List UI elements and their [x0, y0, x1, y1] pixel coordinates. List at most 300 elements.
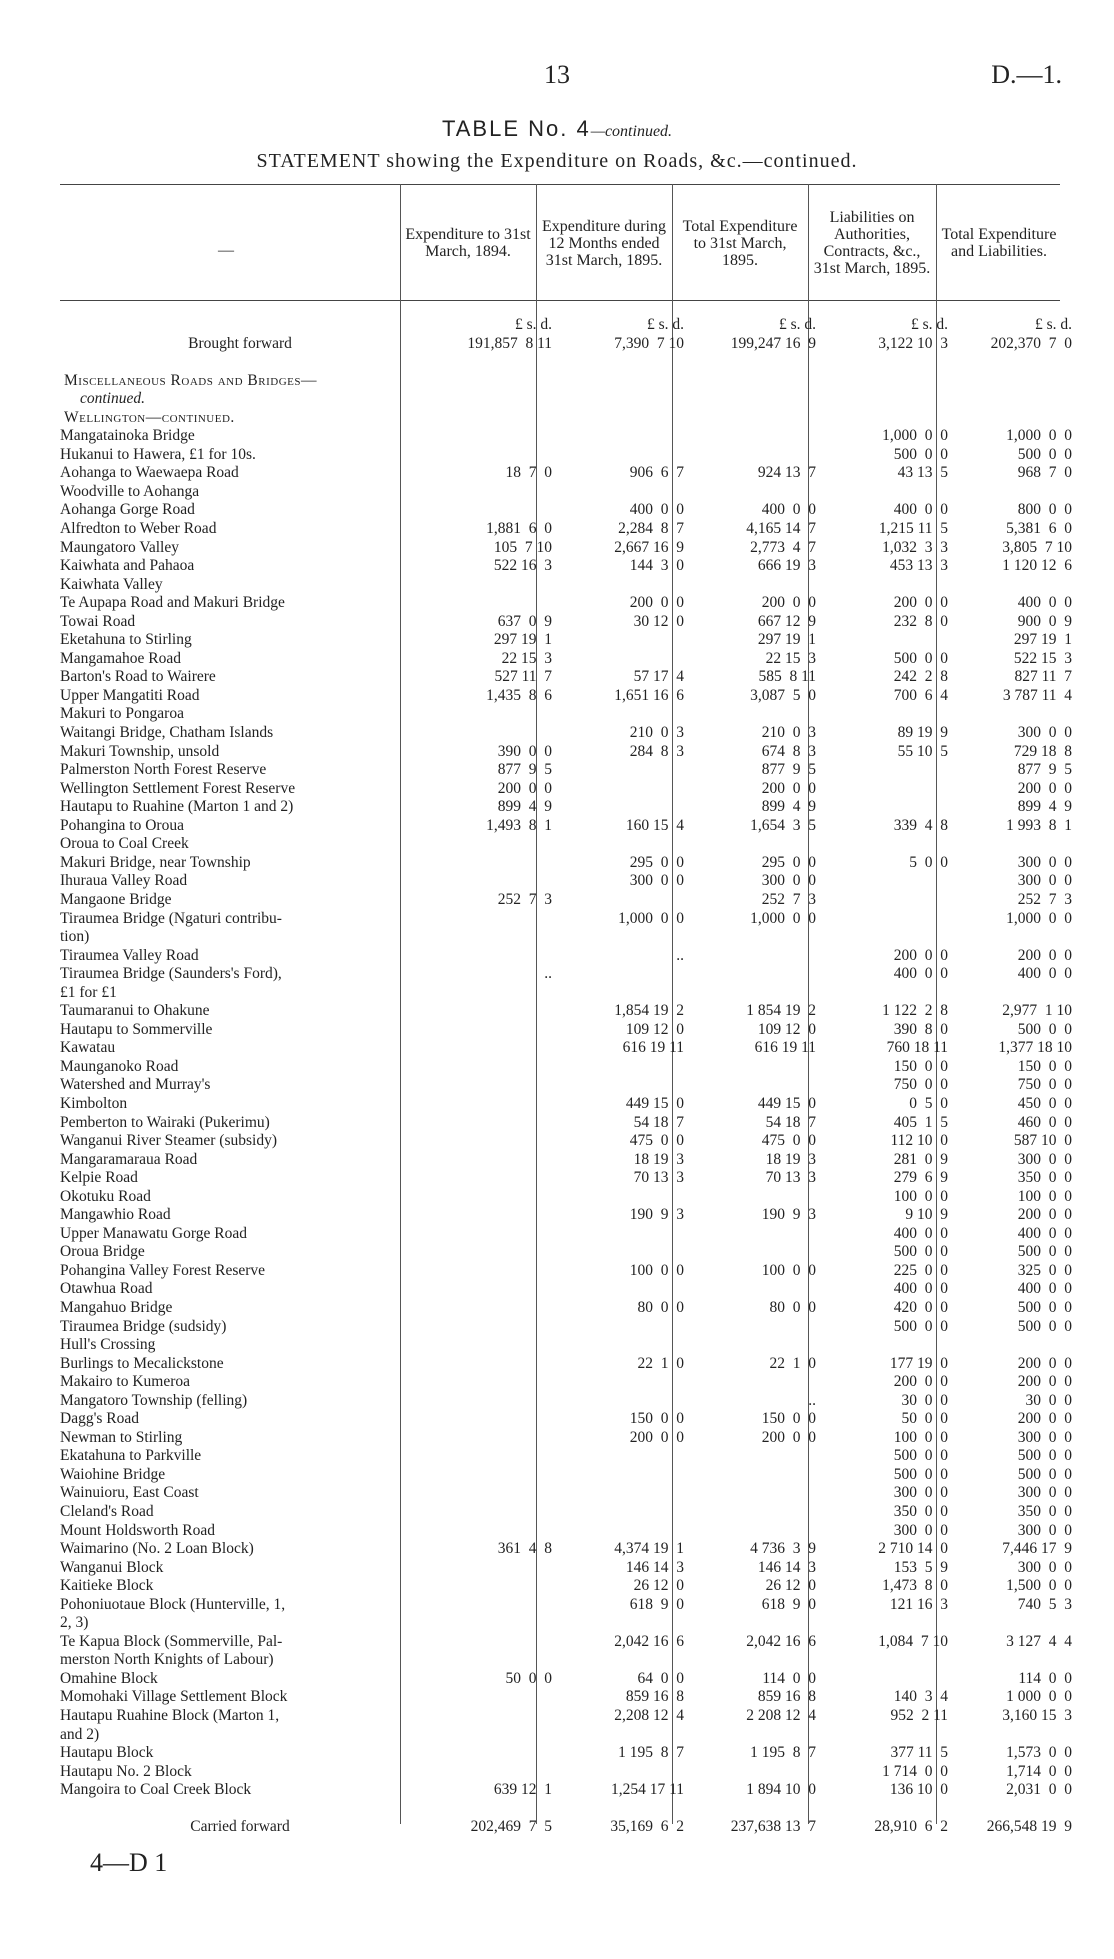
table-row: [60, 1188, 1072, 1207]
row-label: Mangawhio Road: [60, 1206, 171, 1224]
amount-cell: [552, 1651, 684, 1670]
row-label: Wanganui Block: [60, 1558, 164, 1576]
amount-cell: [420, 1021, 552, 1040]
amount-cell: [420, 1355, 552, 1374]
amount-cell: 2,773 4 7: [750, 538, 816, 556]
table-row: [60, 613, 1072, 632]
amount-cell: [684, 1225, 816, 1244]
amount-cell: 35,169 6 2: [610, 1818, 684, 1836]
amount-cell: 325 0 0: [1017, 1261, 1072, 1279]
row-label: Pohangina Valley Forest Reserve: [60, 1261, 266, 1279]
table-row: [60, 1132, 1072, 1151]
amount-cell: [552, 1447, 684, 1466]
amount-cell: 200 0 0: [893, 594, 948, 612]
table-row: [60, 817, 1072, 836]
amount-cell: 400 0 0: [1017, 1224, 1072, 1242]
units-label: £ s. d.: [778, 316, 816, 333]
amount-cell: [420, 1151, 552, 1170]
amount-cell: [684, 1763, 816, 1782]
amount-cell: [420, 1132, 552, 1151]
table-row: [60, 1410, 1072, 1429]
row-label: Newman to Stirling: [60, 1428, 183, 1446]
amount-cell: 210 0 3: [629, 724, 684, 742]
amount-cell: [420, 390, 552, 409]
amount-cell: 22 1 0: [769, 1354, 816, 1372]
amount-cell: [420, 1707, 552, 1726]
amount-cell: 500 0 0: [1017, 1020, 1072, 1038]
table-row: [60, 1058, 1072, 1077]
amount-cell: 952 2 11: [890, 1707, 948, 1725]
table-row: [60, 1800, 1072, 1819]
amount-cell: [684, 947, 816, 966]
amount-cell: 827 11 7: [1014, 668, 1072, 686]
amount-cell: 200 0 0: [629, 1428, 684, 1446]
amount-cell: 390 0 0: [497, 742, 552, 760]
table-row: [60, 743, 1072, 762]
amount-cell: 100 0 0: [629, 1261, 684, 1279]
amount-cell: [420, 594, 552, 613]
row-label: Mangaone Bridge: [60, 890, 172, 908]
amount-cell: [948, 1651, 1072, 1670]
amount-cell: [552, 576, 684, 595]
amount-cell: 361 4 8: [497, 1540, 552, 1558]
table-row: [60, 1503, 1072, 1522]
amount-cell: 400 0 0: [893, 1224, 948, 1242]
amount-cell: 500 0 0: [893, 1447, 948, 1465]
row-label: Momohaki Village Settlement Block: [60, 1688, 288, 1706]
amount-cell: [552, 798, 684, 817]
row-label: Brought forward: [188, 334, 292, 352]
row-label: Tiraumea Bridge (Ngaturi contribu-: [60, 909, 282, 927]
amount-cell: 350 0 0: [1017, 1169, 1072, 1187]
table-row: [60, 1744, 1072, 1763]
table-row: [60, 910, 1072, 929]
amount-cell: [948, 372, 1072, 391]
amount-cell: 190 9 3: [761, 1206, 816, 1224]
amount-cell: [552, 1373, 684, 1392]
table-title-main: TABLE No. 4: [441, 116, 591, 141]
table-row: [60, 705, 1072, 724]
amount-cell: 350 0 0: [1017, 1503, 1072, 1520]
amount-cell: [420, 1800, 552, 1819]
amount-cell: 210 0 3: [761, 724, 816, 742]
row-label: merston North Knights of Labour): [60, 1651, 274, 1669]
amount-cell: 150 0 0: [629, 1410, 684, 1428]
amount-cell: 405 1 5: [893, 1113, 948, 1131]
table-row: [60, 1707, 1072, 1726]
amount-cell: [420, 446, 552, 465]
amount-cell: [420, 576, 552, 595]
row-label: Miscellaneous Roads and Bridges—: [64, 371, 317, 389]
amount-cell: 202,370 7 0: [990, 334, 1072, 352]
row-label: Mangahuo Bridge: [60, 1298, 173, 1316]
header-exp-12-months: Expenditure during 12 Months ended 31st March, 1895.: [542, 217, 666, 269]
expenditure-table: [60, 316, 1072, 1837]
amount-cell: 1,473 8 0: [882, 1577, 948, 1595]
amount-cell: 2,977 1 10: [1002, 1002, 1072, 1020]
amount-cell: 64 0 0: [637, 1669, 684, 1687]
row-label: Makuri Bridge, near Township: [60, 853, 251, 871]
amount-cell: 1,000 0 0: [1006, 909, 1072, 927]
table-row: [60, 668, 1072, 687]
amount-cell: 26 12 0: [765, 1577, 816, 1595]
amount-cell: 2 208 12 4: [746, 1707, 816, 1725]
amount-cell: [684, 928, 816, 947]
amount-cell: 7,446 17 9: [1002, 1540, 1072, 1558]
amount-cell: [948, 483, 1072, 502]
table-row: [60, 650, 1072, 669]
table-row: [60, 965, 1072, 984]
row-label: Ekatahuna to Parkville: [60, 1447, 202, 1465]
header-total-exp-1895: Total Expenditure to 31st March, 1895.: [682, 217, 798, 269]
row-label: Dagg's Road: [60, 1410, 139, 1428]
amount-cell: [420, 1392, 552, 1411]
amount-cell: [948, 705, 1072, 724]
amount-cell: 18 19 3: [633, 1150, 684, 1168]
table-row: [60, 557, 1072, 576]
amount-cell: [684, 1058, 816, 1077]
amount-cell: 924 13 7: [757, 464, 816, 482]
row-label: Upper Mangatiti Road: [60, 686, 200, 704]
row-label: Oroua Bridge: [60, 1243, 145, 1261]
amount-cell: 3,122 10 3: [878, 334, 948, 352]
amount-cell: 900 0 9: [1017, 612, 1072, 630]
amount-cell: 200 0 0: [1017, 1410, 1072, 1428]
amount-cell: 150 0 0: [1017, 1057, 1072, 1075]
amount-cell: [816, 798, 948, 817]
amount-cell: [552, 1726, 684, 1745]
amount-cell: 1 122 2 8: [882, 1002, 948, 1020]
amount-cell: [552, 965, 684, 984]
expenditure-table-body: [60, 316, 1072, 1837]
row-label: Barton's Road to Wairere: [60, 668, 216, 686]
amount-cell: [420, 1688, 552, 1707]
row-label: Towai Road: [60, 612, 136, 630]
amount-cell: [816, 1726, 948, 1745]
amount-cell: [552, 1280, 684, 1299]
table-row: [60, 835, 1072, 854]
amount-cell: 522 16 3: [493, 557, 552, 575]
table-title-suffix: —continued.: [590, 123, 673, 140]
amount-cell: 300 0 0: [1017, 724, 1072, 742]
amount-cell: 200 0 0: [893, 1373, 948, 1391]
amount-cell: 2,667 16 9: [614, 538, 684, 556]
amount-cell: 297 19 1: [757, 631, 816, 649]
amount-cell: [816, 761, 948, 780]
table-row: [60, 928, 1072, 947]
table-row: [60, 539, 1072, 558]
amount-cell: [420, 1577, 552, 1596]
document-reference: D.—1.: [991, 60, 1062, 89]
amount-cell: [948, 1800, 1072, 1819]
amount-cell: [816, 1614, 948, 1633]
amount-cell: 144 3 0: [629, 557, 684, 575]
amount-cell: [552, 1522, 684, 1541]
row-label: Hull's Crossing: [60, 1336, 156, 1354]
amount-cell: 237,638 13 7: [730, 1818, 816, 1836]
amount-cell: 587 10 0: [1013, 1132, 1072, 1150]
amount-cell: 70 13 3: [765, 1169, 816, 1187]
amount-cell: 899 4 9: [1017, 798, 1072, 816]
row-label: Maungatoro Valley: [60, 538, 179, 556]
amount-cell: [684, 576, 816, 595]
row-label: Te Kapua Block (Sommerville, Pal-: [60, 1632, 283, 1650]
row-label: Mangoira to Coal Creek Block: [60, 1781, 252, 1799]
amount-cell: [552, 483, 684, 502]
row-label: Mangaramaraua Road: [60, 1150, 198, 1168]
amount-cell: [816, 1336, 948, 1355]
amount-cell: 1 195 8 7: [618, 1744, 684, 1762]
amount-cell: [552, 1188, 684, 1207]
amount-cell: 453 13 3: [889, 557, 948, 575]
amount-cell: 1,377 18 10: [998, 1039, 1072, 1057]
row-label: Makuri to Pongaroa: [60, 705, 184, 723]
amount-cell: [552, 1318, 684, 1337]
amount-cell: 136 10 0: [889, 1781, 948, 1799]
amount-cell: 140 3 4: [893, 1688, 948, 1706]
amount-cell: 300 0 0: [1017, 1428, 1072, 1446]
table-row: [60, 798, 1072, 817]
amount-cell: 1 000 0 0: [1006, 1688, 1072, 1706]
amount-cell: [552, 1243, 684, 1262]
amount-cell: 200 0 0: [1017, 779, 1072, 797]
amount-cell: 400 0 0: [893, 965, 948, 983]
amount-cell: 637 0 9: [497, 612, 552, 630]
amount-cell: 1,654 3 5: [750, 816, 816, 834]
amount-cell: [420, 353, 552, 372]
amount-cell: 30 0 0: [901, 1391, 948, 1409]
amount-cell: [420, 1744, 552, 1763]
header-blank-column: —: [218, 242, 234, 259]
amount-cell: 1 993 8 1: [1006, 816, 1072, 834]
amount-cell: [420, 1114, 552, 1133]
amount-cell: [420, 910, 552, 929]
amount-cell: 70 13 3: [633, 1169, 684, 1187]
amount-cell: [684, 1447, 816, 1466]
units-label: £ s. d.: [910, 316, 948, 333]
amount-cell: [684, 483, 816, 502]
amount-cell: 146 14 3: [625, 1558, 684, 1576]
amount-cell: 859 16 8: [625, 1688, 684, 1706]
table-row: [60, 353, 1072, 372]
amount-cell: [420, 872, 552, 891]
amount-cell: 1,215 11 5: [878, 520, 948, 538]
amount-cell: [420, 1169, 552, 1188]
amount-cell: [684, 1503, 816, 1522]
amount-cell: 859 16 8: [757, 1688, 816, 1706]
amount-cell: 377 11 5: [890, 1744, 948, 1762]
row-label: Pohoniuotaue Block (Hunterville, 1,: [60, 1595, 286, 1613]
amount-cell: 500 0 0: [1017, 1447, 1072, 1465]
amount-cell: [684, 372, 816, 391]
amount-cell: 252 7 3: [497, 890, 552, 908]
row-label: tion): [60, 928, 90, 946]
amount-cell: 150 0 0: [893, 1057, 948, 1075]
amount-cell: [948, 928, 1072, 947]
amount-cell: 1,573 0 0: [1006, 1744, 1072, 1762]
table-row: [60, 947, 1072, 966]
amount-cell: 1 894 10 0: [746, 1781, 816, 1799]
amount-cell: 420 0 0: [893, 1298, 948, 1316]
row-label: Carried forward: [190, 1818, 290, 1836]
row-label: Kimbolton: [60, 1094, 128, 1112]
amount-cell: 300 0 0: [1017, 872, 1072, 890]
amount-cell: [816, 409, 948, 428]
amount-cell: 300 0 0: [893, 1484, 948, 1502]
amount-cell: 3 787 11 4: [1002, 686, 1072, 704]
amount-cell: [420, 1225, 552, 1244]
amount-cell: [552, 1392, 684, 1411]
table-row: [60, 1021, 1072, 1040]
row-label: Waimarino (No. 2 Loan Block): [60, 1540, 254, 1558]
table-row: [60, 520, 1072, 539]
amount-cell: 121 16 3: [889, 1595, 948, 1613]
amount-cell: 160 15 4: [625, 816, 684, 834]
amount-cell: 200 0 0: [761, 1428, 816, 1446]
table-row: [60, 1688, 1072, 1707]
amount-cell: 279 6 9: [893, 1169, 948, 1187]
amount-cell: 3,160 15 3: [1002, 1707, 1072, 1725]
amount-cell: 9 10 9: [905, 1206, 948, 1224]
amount-cell: [420, 1651, 552, 1670]
amount-cell: [684, 1373, 816, 1392]
amount-cell: 109 12 0: [757, 1020, 816, 1038]
amount-cell: 390 8 0: [893, 1020, 948, 1038]
amount-cell: 740 5 3: [1017, 1595, 1072, 1613]
amount-cell: [552, 835, 684, 854]
amount-cell: 200 0 0: [1017, 1354, 1072, 1372]
amount-cell: 300 0 0: [1017, 1521, 1072, 1539]
table-row: [60, 576, 1072, 595]
amount-cell: 350 0 0: [893, 1503, 948, 1520]
amount-cell: 400 0 0: [893, 1280, 948, 1298]
amount-cell: 0 5 0: [909, 1094, 948, 1112]
amount-cell: [684, 965, 816, 984]
amount-cell: 618 9 0: [629, 1595, 684, 1613]
amount-cell: 43 13 5: [897, 464, 948, 482]
amount-cell: [816, 1800, 948, 1819]
amount-cell: 190 9 3: [629, 1206, 684, 1224]
amount-cell: 252 7 3: [761, 890, 816, 908]
amount-cell: 109 12 0: [625, 1020, 684, 1038]
amount-cell: [420, 1336, 552, 1355]
amount-cell: 400 0 0: [1017, 1280, 1072, 1298]
row-label: Pemberton to Wairaki (Pukerimu): [60, 1113, 270, 1131]
table-row: [60, 1318, 1072, 1337]
amount-cell: 200 0 0: [1017, 1206, 1072, 1224]
row-label: Hautapu Ruahine Block (Marton 1,: [60, 1707, 280, 1725]
amount-cell: 200 0 0: [629, 594, 684, 612]
amount-cell: 2,042 16 6: [614, 1632, 684, 1650]
amount-cell: 300 0 0: [893, 1521, 948, 1539]
amount-cell: 2,208 12 4: [614, 1707, 684, 1725]
table-row: [60, 390, 1072, 409]
amount-cell: [420, 1633, 552, 1652]
amount-cell: 400 0 0: [1017, 594, 1072, 612]
table-row: [60, 1670, 1072, 1689]
table-row: [60, 984, 1072, 1003]
table-row: [60, 1095, 1072, 1114]
amount-cell: 1 195 8 7: [750, 1744, 816, 1762]
amount-cell: [420, 372, 552, 391]
amount-cell: [816, 891, 948, 910]
amount-cell: [684, 1651, 816, 1670]
table-row: [60, 872, 1072, 891]
row-label: Omahine Block: [60, 1669, 158, 1687]
amount-cell: 1,000 0 0: [882, 427, 948, 445]
row-label: Mangatainoka Bridge: [60, 427, 195, 445]
amount-cell: 500 0 0: [1017, 445, 1072, 463]
amount-cell: 55 10 5: [897, 742, 948, 760]
amount-cell: [816, 705, 948, 724]
amount-cell: 877 9 5: [761, 761, 816, 779]
table-row: [60, 1651, 1072, 1670]
amount-cell: 500 0 0: [893, 649, 948, 667]
amount-cell: 522 15 3: [1013, 649, 1072, 667]
table-row: [60, 1355, 1072, 1374]
amount-cell: 89 19 9: [897, 724, 948, 742]
units-row: [60, 316, 1072, 335]
amount-cell: 80 0 0: [637, 1298, 684, 1316]
amount-cell: [552, 446, 684, 465]
row-label: Wainuioru, East Coast: [60, 1484, 199, 1502]
amount-cell: ..: [544, 965, 552, 983]
header-top-rule: [60, 184, 1060, 185]
amount-cell: [420, 1596, 552, 1615]
table-row: [60, 1225, 1072, 1244]
amount-cell: [420, 854, 552, 873]
amount-cell: [420, 1076, 552, 1095]
amount-cell: [948, 409, 1072, 428]
amount-cell: 5 0 0: [909, 853, 948, 871]
amount-cell: [948, 1726, 1072, 1745]
amount-cell: [420, 1503, 552, 1522]
table-row: [60, 1540, 1072, 1559]
amount-cell: 4,374 19 1: [614, 1540, 684, 1558]
amount-cell: 114 0 0: [1018, 1669, 1072, 1687]
amount-cell: 300 0 0: [1017, 1484, 1072, 1502]
row-label: Pohangina to Oroua: [60, 816, 184, 834]
amount-cell: 800 0 0: [1017, 501, 1072, 519]
amount-cell: 475 0 0: [761, 1132, 816, 1150]
amount-cell: [552, 1225, 684, 1244]
amount-cell: [684, 353, 816, 372]
amount-cell: 899 4 9: [497, 798, 552, 816]
row-label: Okotuku Road: [60, 1187, 151, 1205]
table-row: [60, 1373, 1072, 1392]
amount-cell: [420, 1243, 552, 1262]
table-row: [60, 780, 1072, 799]
amount-cell: 284 8 3: [629, 742, 684, 760]
amount-cell: [420, 1522, 552, 1541]
amount-cell: 100 0 0: [761, 1261, 816, 1279]
amount-cell: [420, 483, 552, 502]
amount-cell: [420, 1280, 552, 1299]
amount-cell: [420, 1763, 552, 1782]
amount-cell: 1,500 0 0: [1006, 1577, 1072, 1595]
table-row: [60, 854, 1072, 873]
amount-cell: 449 15 0: [625, 1094, 684, 1112]
row-label: Mount Holdsworth Road: [60, 1521, 215, 1539]
row-label: Hukanui to Hawera, £1 for 10s.: [60, 445, 256, 463]
amount-cell: 1,000 0 0: [1006, 427, 1072, 445]
amount-cell: [420, 1447, 552, 1466]
amount-cell: [948, 1336, 1072, 1355]
amount-cell: 1,084 7 10: [878, 1632, 948, 1650]
amount-cell: [552, 780, 684, 799]
row-label: Mangatoro Township (felling): [60, 1391, 248, 1409]
amount-cell: ..: [808, 1391, 816, 1409]
